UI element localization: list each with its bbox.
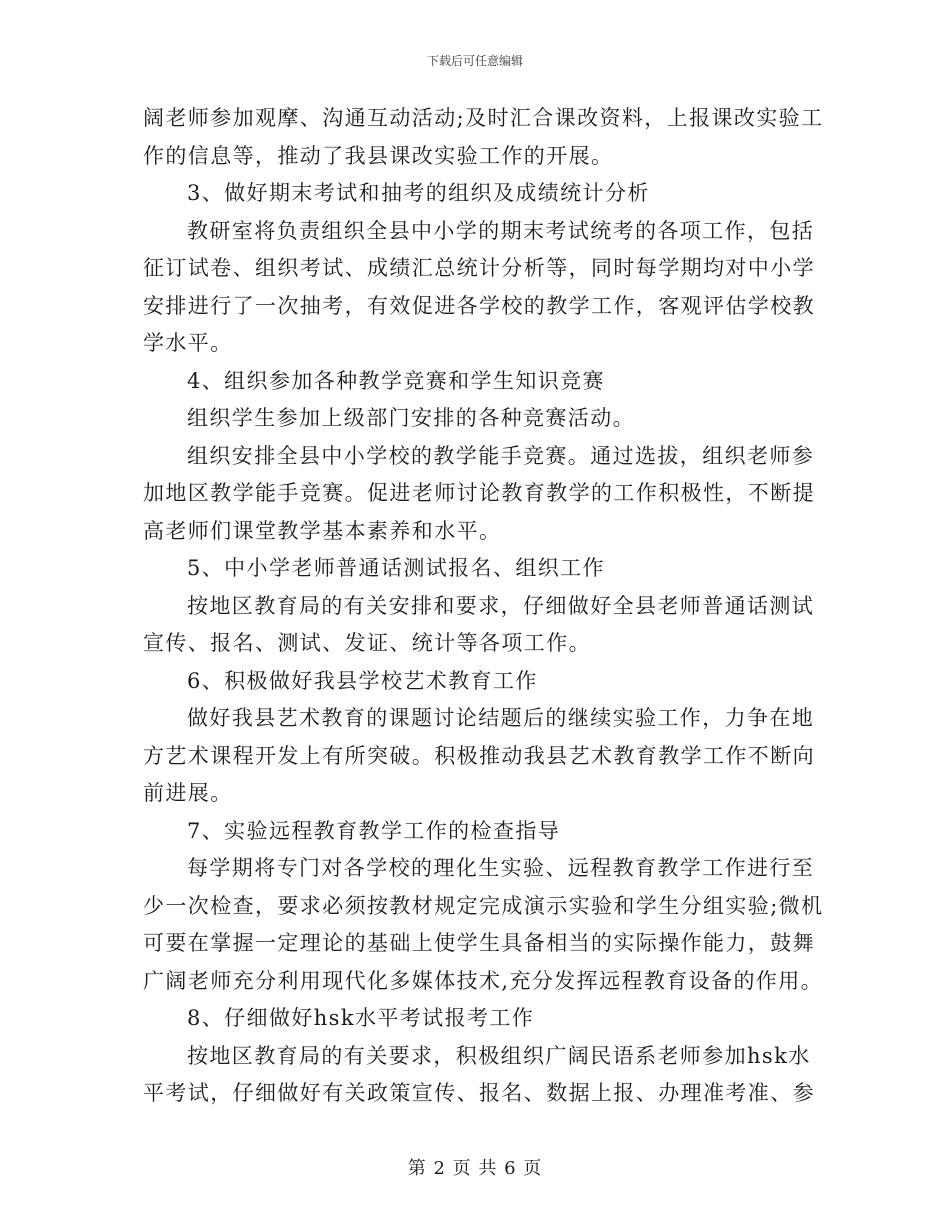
body-line: 组织学生参加上级部门安排的各种竞赛活动。	[187, 406, 635, 430]
body-line: 加地区教学能手竞赛。促进老师讨论教育教学的工作积极性，不断提	[143, 481, 815, 505]
section-heading: 4、组织参加各种教学竞赛和学生知识竞赛	[187, 368, 605, 393]
body-line: 每学期将专门对各学校的理化生实验、远程教育教学工作进行至	[187, 856, 815, 880]
body-line: 少一次检查，要求必须按教材规定完成演示实验和学生分组实验;微机	[143, 893, 824, 918]
body-line: 方艺术课程开发上有所突破。积极推动我县艺术教育教学工作不断向	[143, 743, 815, 768]
body-line: 做好我县艺术教育的课题讨论结题后的继续实验工作，力争在地	[187, 706, 815, 730]
body-line: 阔老师参加观摩、沟通互动活动;及时汇合课改资料，上报课改实验工	[143, 106, 824, 130]
page-header-note: 下载后可任意编辑	[426, 54, 523, 68]
page-number-footer: 第 2 页 共 6 页	[407, 1158, 543, 1179]
body-line: 教研室将负责组织全县中小学的期末考试统考的各项工作，包括	[187, 218, 815, 243]
section-heading: 8、仔细做好hsk水平考试报考工作	[187, 1006, 535, 1030]
section-heading: 7、实验远程教育教学工作的检查指导	[187, 818, 561, 843]
body-line: 广阔老师充分利用现代化多媒体技术,充分发挥远程教育设备的作用。	[143, 968, 824, 993]
body-line: 可要在掌握一定理论的基础上使学生具备相当的实际操作能力，鼓舞	[143, 931, 815, 955]
section-heading: 5、中小学老师普通话测试报名、组织工作	[187, 556, 605, 580]
body-line: 按地区教育局的有关安排和要求，仔细做好全县老师普通话测试	[187, 593, 815, 618]
body-line: 高老师们课堂教学基本素养和水平。	[143, 518, 502, 543]
body-line: 平考试，仔细做好有关政策宣传、报名、数据上报、办理准考准、参	[143, 1081, 815, 1105]
section-heading: 6、积极做好我县学校艺术教育工作	[187, 668, 538, 693]
body-line: 宣传、报名、测试、发证、统计等各项工作。	[143, 631, 591, 655]
body-line: 作的信息等，推动了我县课改实验工作的开展。	[143, 143, 614, 168]
section-heading: 3、做好期末考试和抽考的组织及成绩统计分析	[187, 181, 650, 205]
document-body	[143, 103, 824, 1116]
body-line: 征订试卷、组织考试、成绩汇总统计分析等，同时每学期均对中小学	[143, 256, 815, 280]
body-line: 安排进行了一次抽考，有效促进各学校的教学工作，客观评估学校教	[143, 293, 815, 318]
body-line: 学水平。	[143, 331, 233, 355]
body-line: 按地区教育局的有关要求，积极组织广阔民语系老师参加hsk水	[187, 1043, 811, 1068]
body-line: 组织安排全县中小学校的教学能手竞赛。通过选拔，组织老师参	[187, 443, 815, 468]
body-line: 前进展。	[143, 781, 233, 805]
